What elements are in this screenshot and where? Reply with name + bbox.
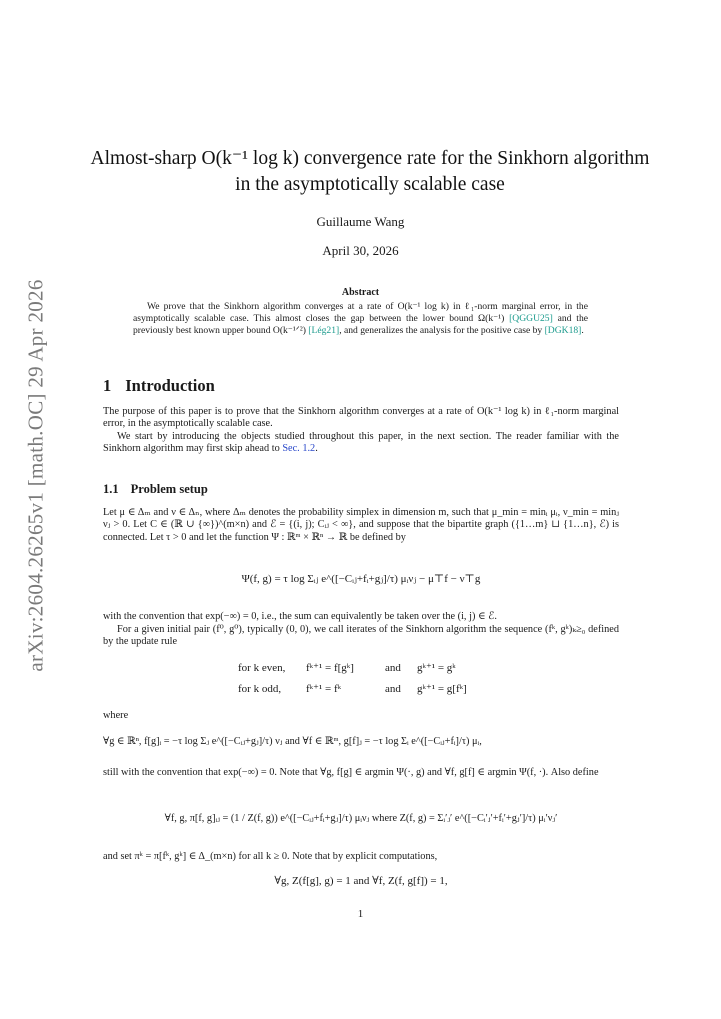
equation-pi: ∀f, g, π[f, g]ᵢⱼ = (1 / Z(f, g)) e^([−Cᵢⱼ+fᵢ+gⱼ]/τ) μᵢνⱼ where Z(f, g) = Σᵢ′ⱼ′ e^([−Cᵢ′ⱼ′+fᵢ′+gⱼ′]/τ) μᵢ′νⱼ′ [164,813,558,824]
author: Guillaume Wang [316,214,405,229]
section-1-2-link[interactable]: Sec. 1.2 [282,443,316,455]
citation-dgk18[interactable]: [DGK18] [544,325,582,337]
setup-paragraph-4: still with the convention that exp(−∞) = 0. Note that ∀g, f[g] ∈ argmin Ψ(·, g) and ∀f, g[f] ∈ argmin Ψ(f, ·). Also define [103,767,599,778]
setup-paragraph-2: with the convention that exp(−∞) = 0, i.e., the sum can equivalently be taken over the (i, j) ∈ ℰ. [103,611,497,622]
paper-title: Almost-sharp O(k⁻¹ log k) convergence rate for the Sinkhorn algorithm in the asymptotically scalable case [90,148,650,195]
update-odd-case: for k odd, [238,683,282,695]
subsection-heading-problem-setup [103,482,208,497]
abstract-text-2: and the previously best known upper bound O(k⁻¹ᐟ²) [133,313,588,337]
setup-paragraph-1: Let μ ∈ Δₘ and ν ∈ Δₙ, where Δₘ denotes the probability simplex in dimension m, such that μ_min = minᵢ μᵢ, ν_min = minⱼ νⱼ > 0. Let C ∈ (ℝ ∪ {∞})^(m×n) and ℰ = {(i, j); Cᵢⱼ < ∞}, and suppose that the bipartite graph ({1…m} ⊔ {1…n}, ℰ) is connected. Let τ > 0 and let the function Ψ : ℝᵐ × ℝⁿ → ℝ be defined by [103,507,619,543]
subsection-title: Problem setup [130,482,208,496]
page-number: 1 [357,908,364,920]
citation-qggu25[interactable]: [QGGU25] [509,313,553,325]
citation-leg21[interactable]: [Lég21] [308,325,340,337]
where-label: where [103,710,129,721]
update-odd-g: gᵏ⁺¹ = g[fᵏ] [417,683,467,695]
intro-paragraph-2 [103,431,619,456]
intro-paragraph-2-text: We start by introducing the objects studied throughout this paper, in the next section. The reader familiar with the Sinkhorn algorithm may first skip ahead to [103,431,619,455]
section-heading-introduction [103,376,215,396]
date: April 30, 2026 [322,243,399,258]
update-rule-odd [238,682,467,695]
abstract-text-1: We prove that the Sinkhorn algorithm converges at a rate of O(k⁻¹ log k) in ℓ₁-norm marginal error, in the asymptotically scalable case. This almost closes the gap between the lower bound Ω(k⁻¹) [133,301,588,325]
intro-paragraph-1: The purpose of this paper is to prove that the Sinkhorn algorithm converges at a rate of O(k⁻¹ log k) in ℓ₁-norm marginal error, in the asymptotically scalable case. [103,406,619,430]
equation-z: ∀g, Z(f[g], g) = 1 and ∀f, Z(f, g[f]) = 1, [274,875,448,887]
abstract-text-4: . [581,325,584,337]
equation-psi: Ψ(f, g) = τ log Σᵢⱼ e^([−Cᵢⱼ+fᵢ+gⱼ]/τ) μᵢνⱼ − μ⊤f − ν⊤g [241,573,481,585]
update-rule-even [238,661,456,674]
arxiv-identifier-text: arXiv:2604.26265v1 [math.OC] 29 Apr 2026 [23,278,48,672]
update-odd-and: and [385,683,401,695]
setup-paragraph-3: For a given initial pair (f⁰, g⁰), typically (0, 0), we call iterates of the Sinkhorn algorithm the sequence (fᵏ, gᵏ)ₖ≥₀ defined by the update rule [103,624,619,648]
intro-paragraph-2-end: . [315,443,318,455]
section-number: 1 [103,376,112,395]
update-odd-f: fᵏ⁺¹ = fᵏ [306,683,342,695]
update-even-case: for k even, [238,662,286,674]
arxiv-identifier-stamp [16,280,56,670]
update-even-and: and [385,662,401,674]
setup-paragraph-5: and set πᵏ = π[fᵏ, gᵏ] ∈ Δ_(m×n) for all k ≥ 0. Note that by explicit computations, [103,851,438,862]
subsection-number: 1.1 [103,482,119,496]
abstract-body [133,301,588,338]
abstract-text-3: , and generalizes the analysis for the positive case by [339,325,545,337]
abstract-heading: Abstract [341,287,380,298]
equation-f-g-updates: ∀g ∈ ℝⁿ, f[g]ᵢ = −τ log Σⱼ e^([−Cᵢⱼ+gⱼ]/τ) νⱼ and ∀f ∈ ℝᵐ, g[f]ⱼ = −τ log Σᵢ e^([−Cᵢⱼ+fᵢ]/τ) μᵢ, [103,736,482,747]
update-even-g: gᵏ⁺¹ = gᵏ [417,662,456,674]
update-even-f: fᵏ⁺¹ = f[gᵏ] [306,662,354,674]
section-title: Introduction [125,376,215,395]
